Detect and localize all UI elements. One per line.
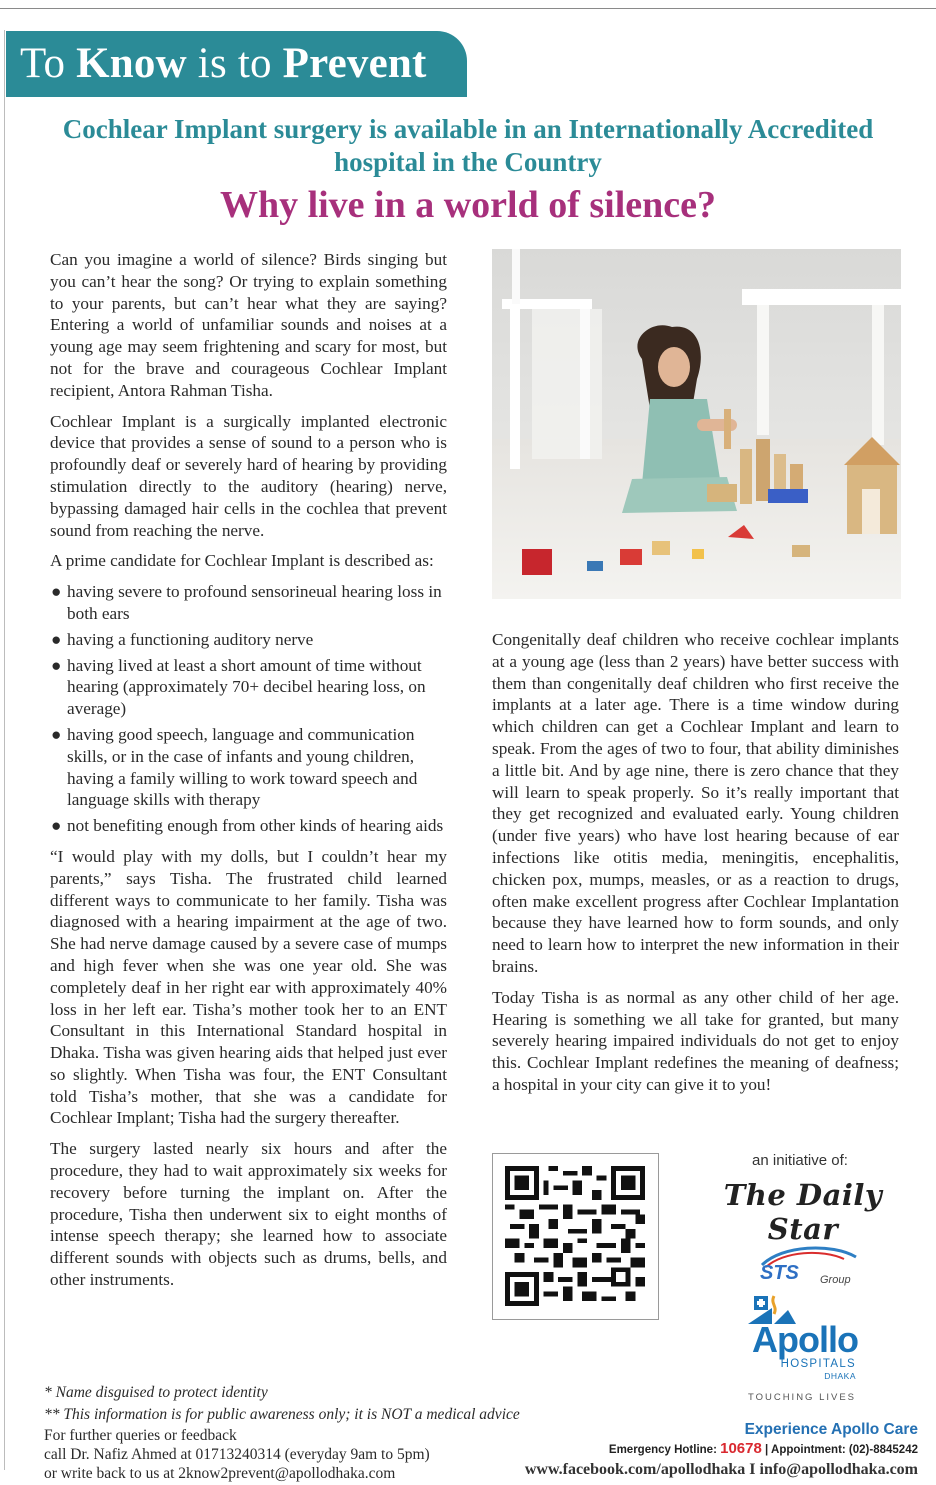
paragraph-early-implant: Congenitally deaf children who receive cochlear implants at a young age (less than 2 years) have better success with them than congenitally deaf children who first receive the implants at a later age. There is a time window during which children can get a Cochlear Implant and learn to speak. From the ages of two to four, that ability diminishes a little bit. And by age nine, there is zero chance that they will learn to speak properly. So it’s really important that they get recognized and evaluated early. Young children (under five years) who have lost hearing because of ear infections like otitis media, meningitis, encephalitis, chicken pox, mumps, measles, or as a reaction to drugs, often make excellent progress after Cochlear Implantation because they have learned how to form sounds, and only need to learn how to interpret the new information in their brains. xyxy=(492,630,899,976)
hotline-line: Emergency Hotline: 10678 | Appointment: (02)-8845242 xyxy=(608,1440,918,1457)
daily-star-logo: The Daily Star xyxy=(723,1178,883,1246)
hotline-number[interactable]: 10678 xyxy=(720,1440,762,1457)
sts-wordmark: STS xyxy=(760,1262,799,1284)
email-line: or write back to us at 2know2prevent@apollodhaka.com xyxy=(44,1465,396,1482)
list-item: ● not benefiting enough from other kinds of hearing aids xyxy=(51,816,444,836)
apollo-tagline: TOUCHING LIVES xyxy=(747,1392,857,1403)
apollo-wordmark: Apollo xyxy=(752,1319,858,1360)
left-rule xyxy=(4,30,5,1470)
right-column xyxy=(492,629,899,1105)
footnote-identity: * Name disguised to protect identity xyxy=(44,1384,268,1401)
child-playing-photo xyxy=(492,249,901,599)
sts-group-word: Group xyxy=(820,1274,851,1286)
paragraph-candidate: A prime candidate for Cochlear Implant is described as: xyxy=(50,551,434,571)
initiative-label: an initiative of: xyxy=(752,1152,848,1169)
left-column xyxy=(50,249,447,1300)
paragraph-intro: Can you imagine a world of silence? Birds singing but you can’t hear the song? Or trying to explain something to your parents, but can’t hear what they are saying? Entering a world of unfamiliar sounds and noises at a young age may seem frightening and scary for most, but not for the brave and courageous Cochlear Implant recipient, Antora Rahman Tisha. xyxy=(50,250,447,400)
sts-group-logo xyxy=(752,1243,862,1289)
contact-links[interactable]: www.facebook.com/apollodhaka I info@apollodhaka.com xyxy=(524,1461,918,1478)
paragraph-today: Today Tisha is as normal as any other child of her age. Hearing is something we all take for granted, but many severely hearing impaired individuals do not get to enjoy this. Cochlear Implant redefines the meaning of deafness; a hospital in your city can give it to you! xyxy=(492,987,899,1094)
call-line: call Dr. Nafiz Ahmed at 01713240314 (everyday 9am to 5pm) xyxy=(44,1446,430,1463)
list-item: ● having good speech, language and communication skills, or in the case of infants and young children, having a family willing to work toward speech and language skills with therapy xyxy=(51,724,418,810)
title-banner xyxy=(6,31,467,97)
paragraph-tisha-story: “I would play with my dolls, but I couldn’t hear my parents,” says Tisha. The frustrated child learned different ways to communicate to her family. Tisha was diagnosed with a hearing impairment at the age of two. She had nerve damage caused by a severe case of mumps and high fever when she was one year old. She was completely deaf in her right ear with approximately 40% loss in her left ear. Tisha’s mother took her to an ENT Consultant in this International Standard hospital in Dhaka. Tisha was given hearing aids that helped just ever so slightly. When Tisha was four, the ENT Consultant told Tisha’s mother, that she was a candidate for Cochlear Implant; Tisha had the surgery thereafter. xyxy=(50,846,447,1128)
list-item: ● having severe to profound sensorineual hearing loss in both ears xyxy=(51,582,442,623)
qr-code[interactable] xyxy=(492,1153,659,1320)
queries-line: For further queries or feedback xyxy=(44,1427,237,1444)
banner-title: To Know is to Prevent xyxy=(20,40,427,87)
experience-apollo-care: Experience Apollo Care xyxy=(744,1421,918,1438)
top-rule xyxy=(0,8,936,9)
paragraph-surgery: The surgery lasted nearly six hours and after the procedure, they had to wait approximately six weeks for recovery before turning the implant on. After the procedure, Tisha then underwent six to eight months of intense speech therapy; she learned how to associate different sounds with objects such as drums, bells, and other instruments. xyxy=(50,1139,447,1290)
candidate-list xyxy=(50,581,447,837)
footnote-disclaimer: ** This information is for public awareness only; it is NOT a medical advice xyxy=(44,1406,520,1423)
list-item: ● having a functioning auditory nerve xyxy=(51,629,314,649)
apollo-dhaka-label: DHAKA xyxy=(824,1371,856,1381)
subheadline: Cochlear Implant surgery is available in an Internationally Accredited hospital in the Country xyxy=(62,114,874,177)
list-item: ● having lived at least a short amount of time without hearing (approximately 70+ decibel hearing loss, on average) xyxy=(51,655,426,719)
apollo-hospitals-label: HOSPITALS xyxy=(780,1358,856,1370)
headline: Why live in a world of silence? xyxy=(219,184,717,226)
paragraph-definition: Cochlear Implant is a surgically implanted electronic device that provides a sense of sound to a person who is profoundly deaf or severely hard of hearing by providing stimulation directly to the auditory (hearing) nerve, bypassing damaged hair cells in the cochlea that prevent sound from reaching the nerve. xyxy=(50,411,447,540)
qr-code-icon xyxy=(505,1166,645,1306)
